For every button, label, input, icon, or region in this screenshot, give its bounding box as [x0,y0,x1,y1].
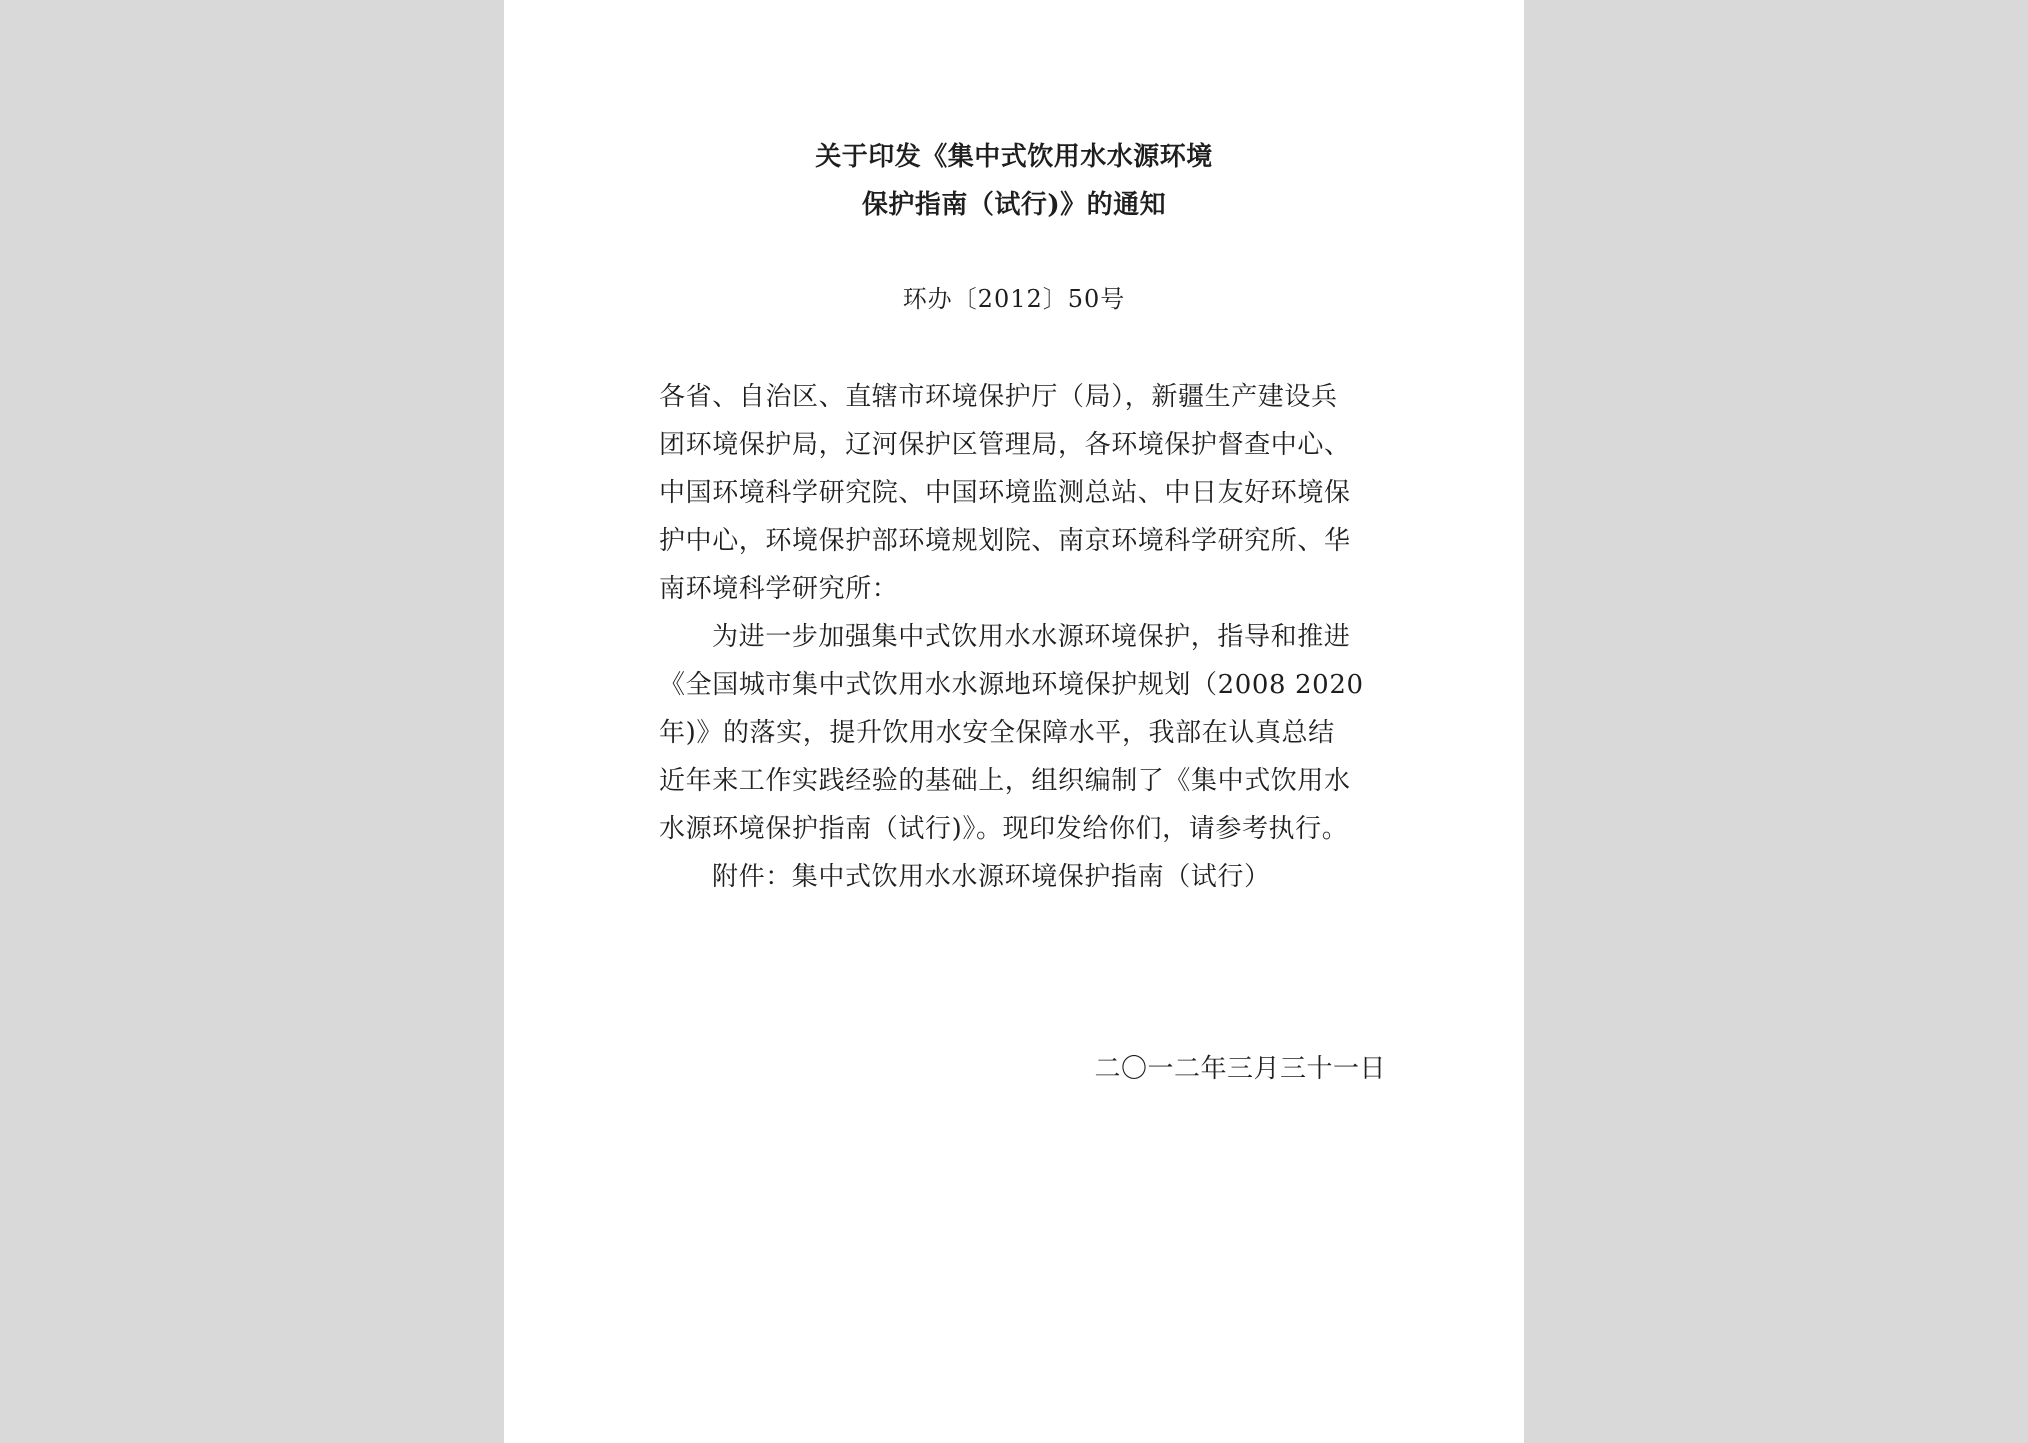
document-number: 环办〔2012〕50号 [902,285,1126,313]
body-line: 水源环境保护指南（试行)》。现印发给你们，请参考执行。 [659,814,1349,844]
document-date: 二〇一二年三月三十一日 [1094,1054,1386,1084]
body-line: 中国环境科学研究院、中国环境监测总站、中日友好环境保 [659,478,1351,508]
body-line: 年)》的落实，提升饮用水安全保障水平，我部在认真总结 [659,718,1335,748]
body-line: 护中心，环境保护部环境规划院、南京环境科学研究所、华 [659,526,1351,556]
document-title-line-2: 保护指南（试行)》的通知 [861,190,1167,220]
body-line: 《全国城市集中式饮用水水源地环境保护规划（2008 2020 [659,670,1364,700]
body-line: 近年来工作实践经验的基础上，组织编制了《集中式饮用水 [659,766,1351,796]
document-page [504,0,1524,1443]
body-line: 各省、自治区、直辖市环境保护厅（局），新疆生产建设兵 [659,382,1338,412]
body-line: 团环境保护局，辽河保护区管理局，各环境保护督查中心、 [659,430,1351,460]
body-line: 为进一步加强集中式饮用水水源环境保护，指导和推进 [712,622,1351,652]
document-title-line-1: 关于印发《集中式饮用水水源环境 [815,142,1213,172]
attachment-line: 附件：集中式饮用水水源环境保护指南（试行） [712,862,1271,892]
body-line: 南环境科学研究所： [659,574,899,604]
